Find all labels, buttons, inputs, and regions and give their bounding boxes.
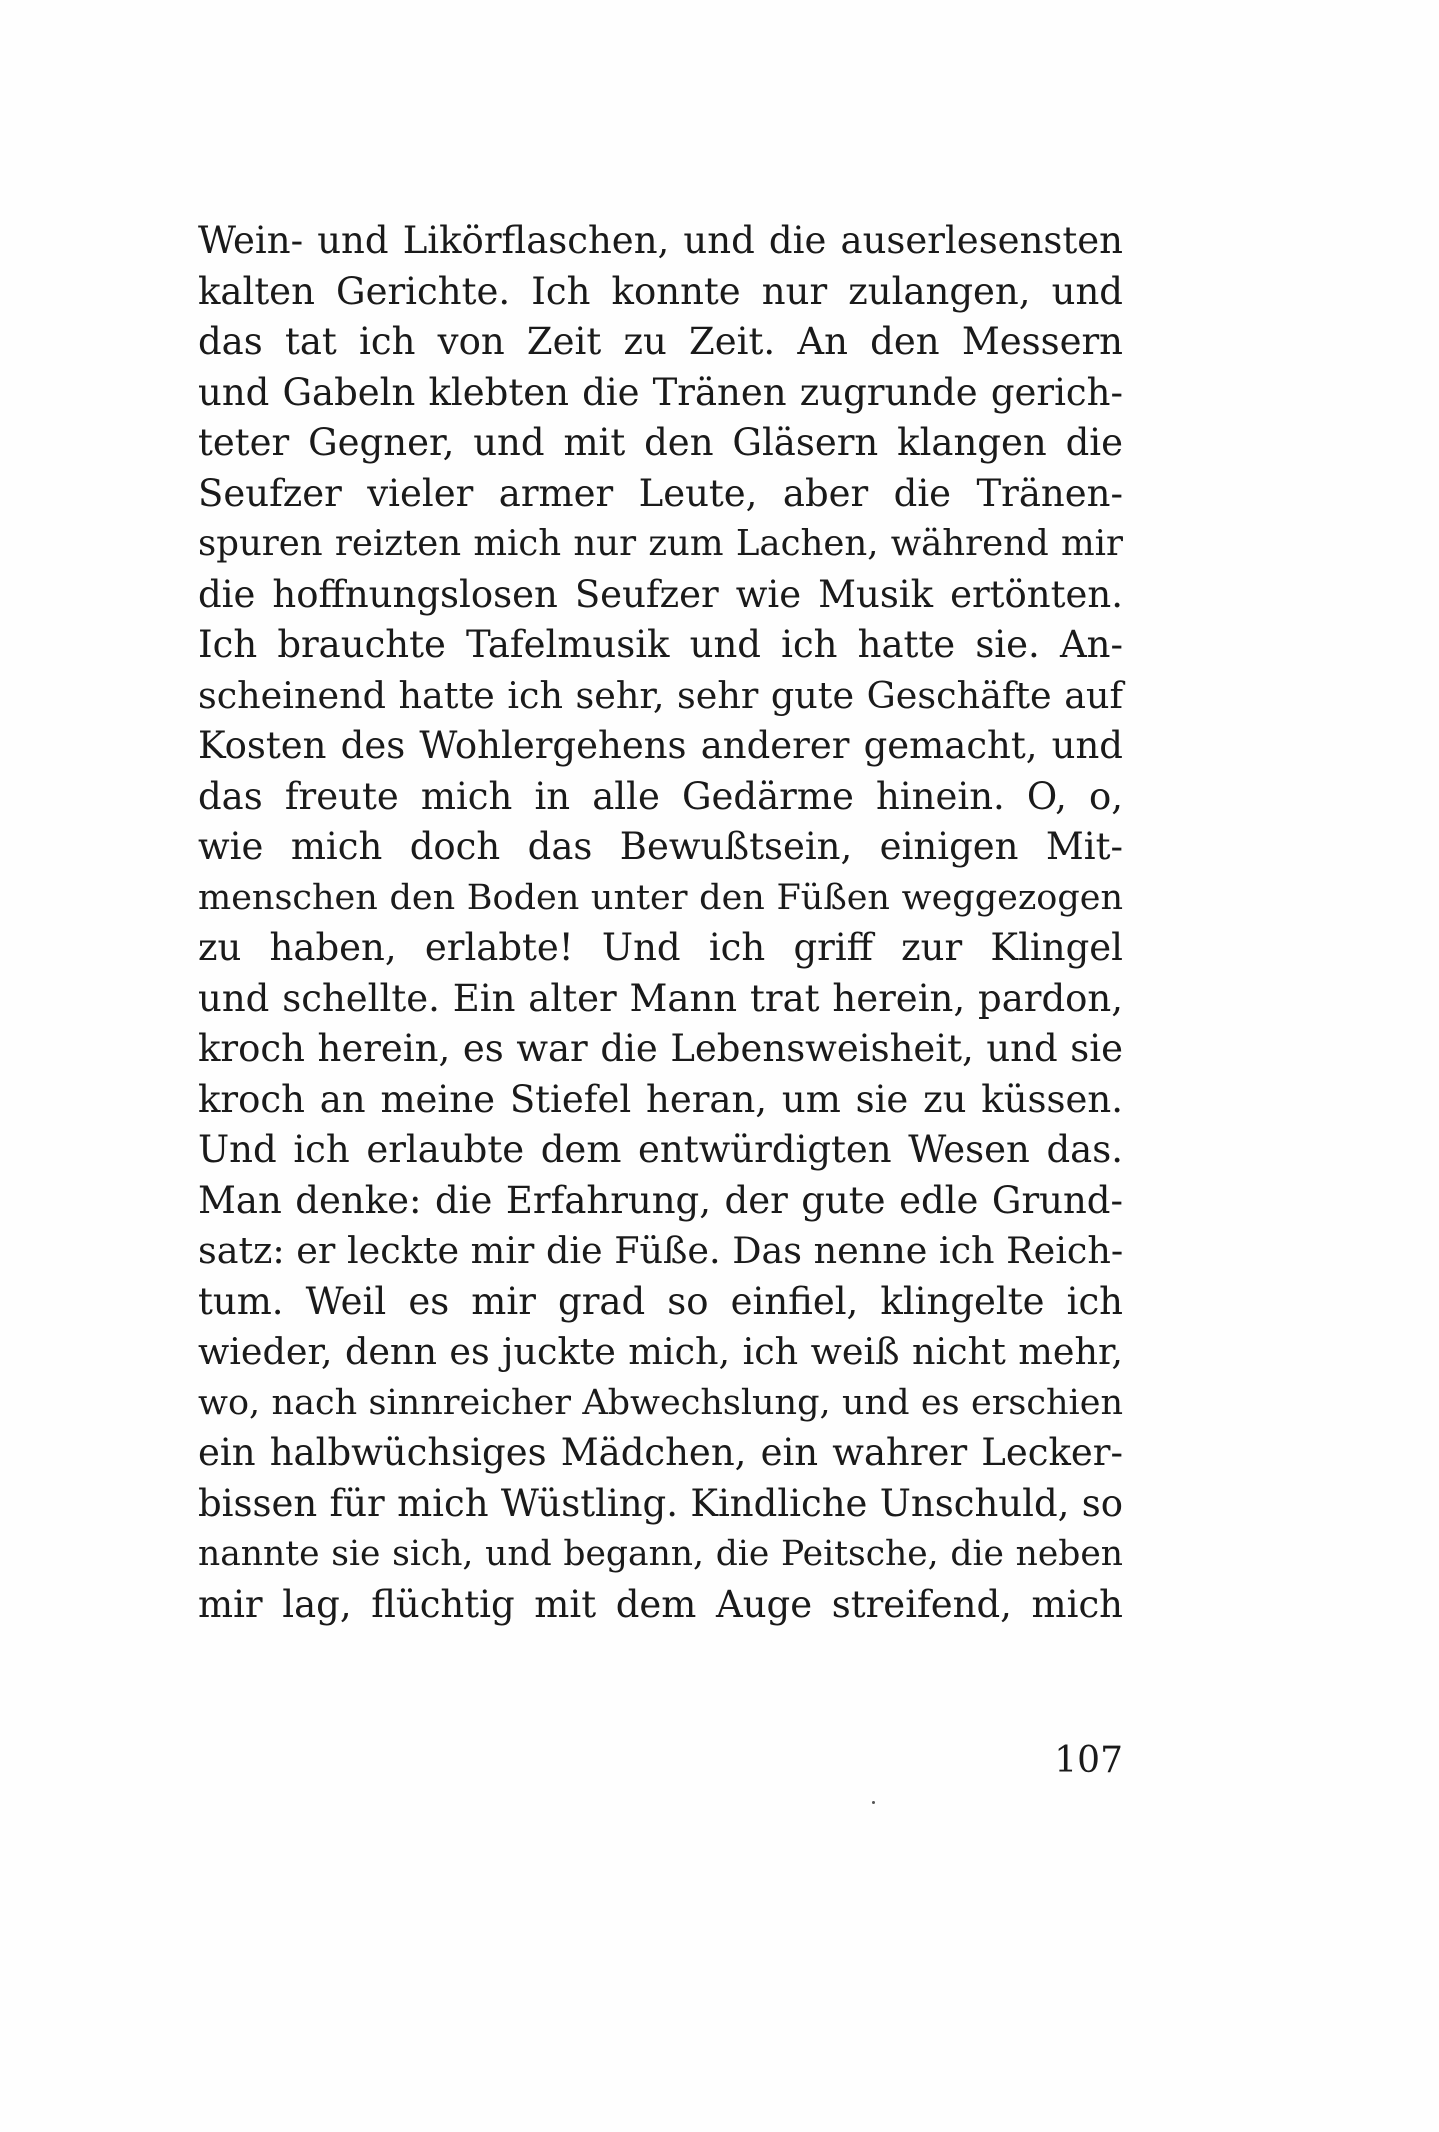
print-speck <box>872 1801 875 1804</box>
text-line: menschen den Boden unter den Füßen weggezogen <box>198 877 1123 918</box>
text-line: satz: er leckte mir die Füße. Das nenne ich Reich- <box>198 1229 1124 1272</box>
text-line: wo, nach sinnreicher Abwechslung, und es erschien <box>198 1382 1123 1423</box>
page-number: 107 <box>1054 1740 1123 1781</box>
text-line: und Gabeln klebten die Tränen zugrunde gerich- <box>198 370 1123 414</box>
text-line: bissen für mich Wüstling. Kindliche Unschuld, so <box>198 1481 1123 1525</box>
text-line: das freute mich in alle Gedärme hinein. O, o, <box>198 774 1123 818</box>
text-line: teter Gegner, und mit den Gläsern klangen die <box>198 421 1123 464</box>
text-line: kroch herein, es war die Lebensweisheit, und sie <box>198 1027 1123 1070</box>
text-line: das tat ich von Zeit zu Zeit. An den Messern <box>198 320 1123 363</box>
text-line: kroch an meine Stiefel heran, um sie zu küssen. <box>198 1077 1123 1121</box>
text-line: ein halbwüchsiges Mädchen, ein wahrer Lecker- <box>198 1431 1123 1474</box>
text-line: Ich brauchte Tafelmusik und ich hatte sie. An- <box>198 623 1123 666</box>
text-line: scheinend hatte ich sehr, sehr gute Geschäfte auf <box>198 673 1123 717</box>
text-line: Man denke: die Erfahrung, der gute edle Grund- <box>198 1178 1123 1222</box>
text-line: Seufzer vieler armer Leute, aber die Tränen- <box>198 471 1123 515</box>
text-line: die hoffnungslosen Seufzer wie Musik ertönten. <box>198 572 1123 616</box>
text-line: spuren reizten mich nur zum Lachen, während mir <box>198 523 1123 564</box>
text-line: nannte sie sich, und begann, die Peitsche, die neben <box>198 1534 1123 1574</box>
text-line: tum. Weil es mir grad so einfiel, klingelte ich <box>198 1279 1123 1323</box>
text-line: Wein- und Likörflaschen, und die auserlesensten <box>198 219 1123 262</box>
text-line: mir lag, flüchtig mit dem Auge streifend, mich <box>198 1582 1123 1626</box>
text-line: wieder, denn es juckte mich, ich weiß nicht mehr, <box>198 1330 1123 1373</box>
text-line: zu haben, erlabte! Und ich griff zur Klingel <box>198 926 1123 969</box>
body-text <box>198 216 1123 1630</box>
text-line: kalten Gerichte. Ich konnte nur zulangen, und <box>198 269 1123 313</box>
text-line: wie mich doch das Bewußtsein, einigen Mit- <box>198 825 1123 868</box>
text-line: Und ich erlaubte dem entwürdigten Wesen das. <box>198 1128 1123 1171</box>
text-line: und schellte. Ein alter Mann trat herein, pardon, <box>198 976 1123 1020</box>
text-line: Kosten des Wohlergehens anderer gemacht, und <box>198 724 1123 767</box>
